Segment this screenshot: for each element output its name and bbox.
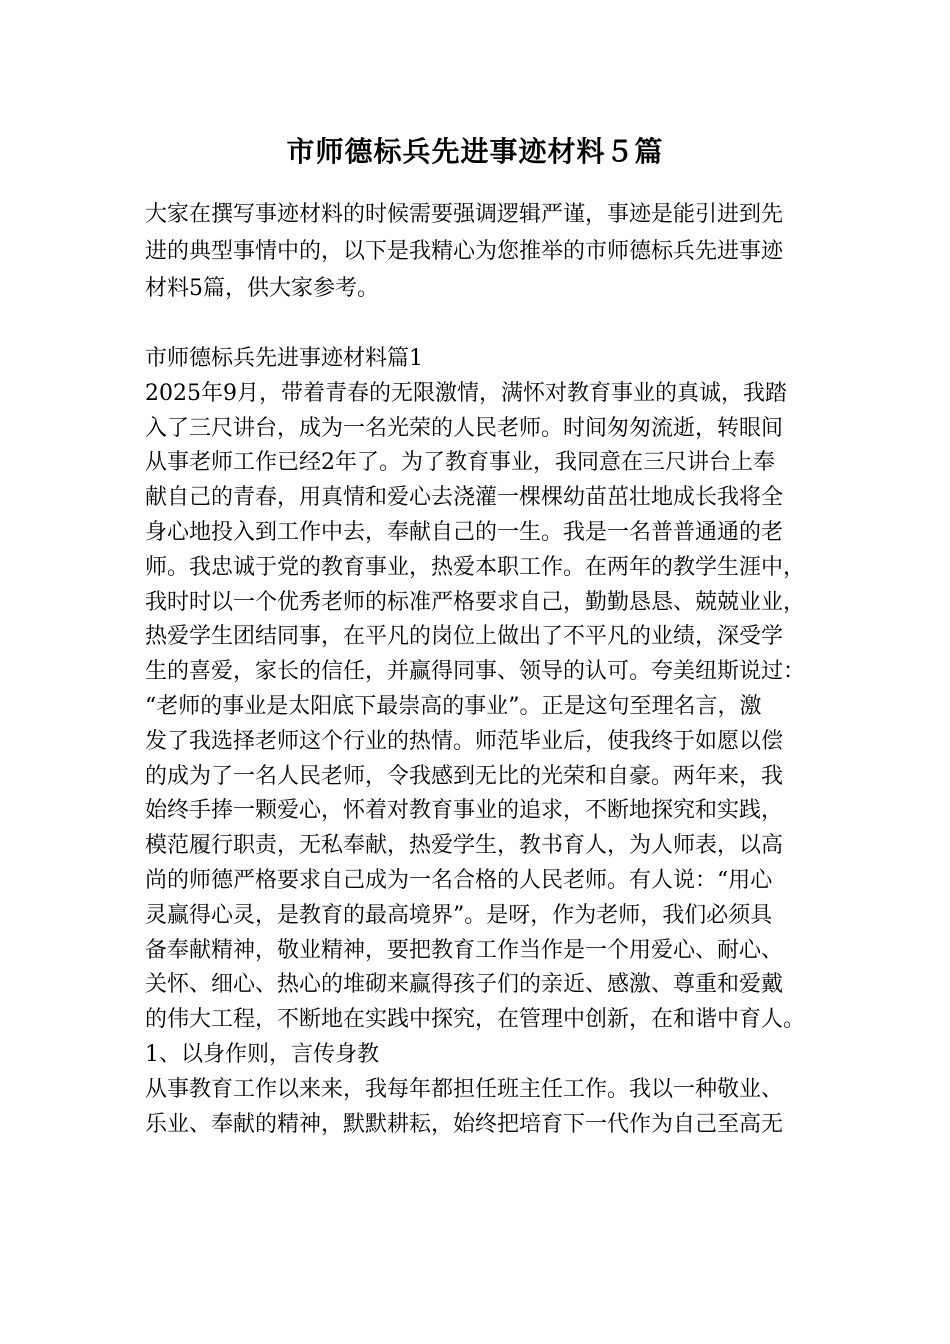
body-line: 的成为了一名人民老师，令我感到无比的光荣和自豪。两年来，我 — [145, 763, 784, 789]
document-title: 市师德标兵先进事迹材料５篇 — [286, 135, 664, 168]
body-line: 热爱学生团结同事，在平凡的岗位上做出了不平凡的业绩，深受学 — [145, 624, 784, 650]
body-line: 生的喜爱，家长的信任，并赢得同事、领导的认可。夸美纽斯说过： — [145, 659, 806, 685]
body-line: 2025年9月，带着青春的无限激情，满怀对教育事业的真诚，我踏 — [145, 380, 787, 406]
body-line: “老师的事业是太阳底下最崇高的事业”。正是这句至理名言，激 — [145, 693, 762, 719]
body-line: 献自己的青春，用真情和爱心去浇灌一棵棵幼苗茁壮地成长我将全 — [145, 485, 784, 511]
body-line: 从事老师工作已经2年了。为了教育事业，我同意在三尺讲台上奉 — [145, 450, 775, 476]
body-line: 始终手捧一颗爱心，怀着对教育事业的追求，不断地探究和实践， — [145, 798, 784, 824]
body-line: 乐业、奉献的精神，默默耕耘，始终把培育下一代作为自己至高无 — [145, 1111, 784, 1137]
intro-line: 材料5篇，供大家参考。 — [145, 276, 379, 301]
subsection-heading: 1、以身作则，言传身教 — [145, 1041, 379, 1067]
body-line: 灵赢得心灵，是教育的最高境界”。是呀，作为老师，我们必须具 — [145, 902, 773, 928]
body-line: 入了三尺讲台，成为一名光荣的人民老师。时间匆匆流逝，转眼间 — [145, 415, 784, 441]
body-line: 的伟大工程，不断地在实践中探究，在管理中创新，在和谐中育人。 — [145, 1007, 806, 1033]
intro-line: 进的典型事情中的，以下是我精心为您推举的市师德标兵先进事迹 — [145, 239, 784, 264]
intro-line: 大家在撰写事迹材料的时候需要强调逻辑严谨，事迹是能引进到先 — [145, 202, 784, 227]
body-line: 发了我选择老师这个行业的热情。师范毕业后，使我终于如愿以偿 — [145, 728, 784, 754]
body-line: 师。我忠诚于党的教育事业，热爱本职工作。在两年的教学生涯中， — [145, 554, 806, 580]
body-line: 模范履行职责，无私奉献，热爱学生，教书育人，为人师表，以高 — [145, 833, 784, 859]
body-text — [145, 342, 815, 1142]
body-line: 我时时以一个优秀老师的标准严格要求自己，勤勤恳恳、兢兢业业， — [145, 589, 806, 615]
body-line: 从事教育工作以来来，我每年都担任班主任工作。我以一种敬业、 — [145, 1076, 784, 1102]
body-line: 身心地投入到工作中去，奉献自己的一生。我是一名普普通通的老 — [145, 519, 784, 545]
body-line: 尚的师德严格要求自己成为一名合格的人民老师。有人说：“用心 — [145, 867, 773, 893]
body-line: 备奉献精神，敬业精神，要把教育工作当作是一个用爱心、耐心、 — [145, 937, 784, 963]
intro-paragraph — [145, 196, 805, 307]
section-heading: 市师德标兵先进事迹材料篇1 — [145, 346, 423, 371]
body-line: 关怀、细心、热心的堆砌来赢得孩子们的亲近、感激、尊重和爱戴 — [145, 972, 784, 998]
